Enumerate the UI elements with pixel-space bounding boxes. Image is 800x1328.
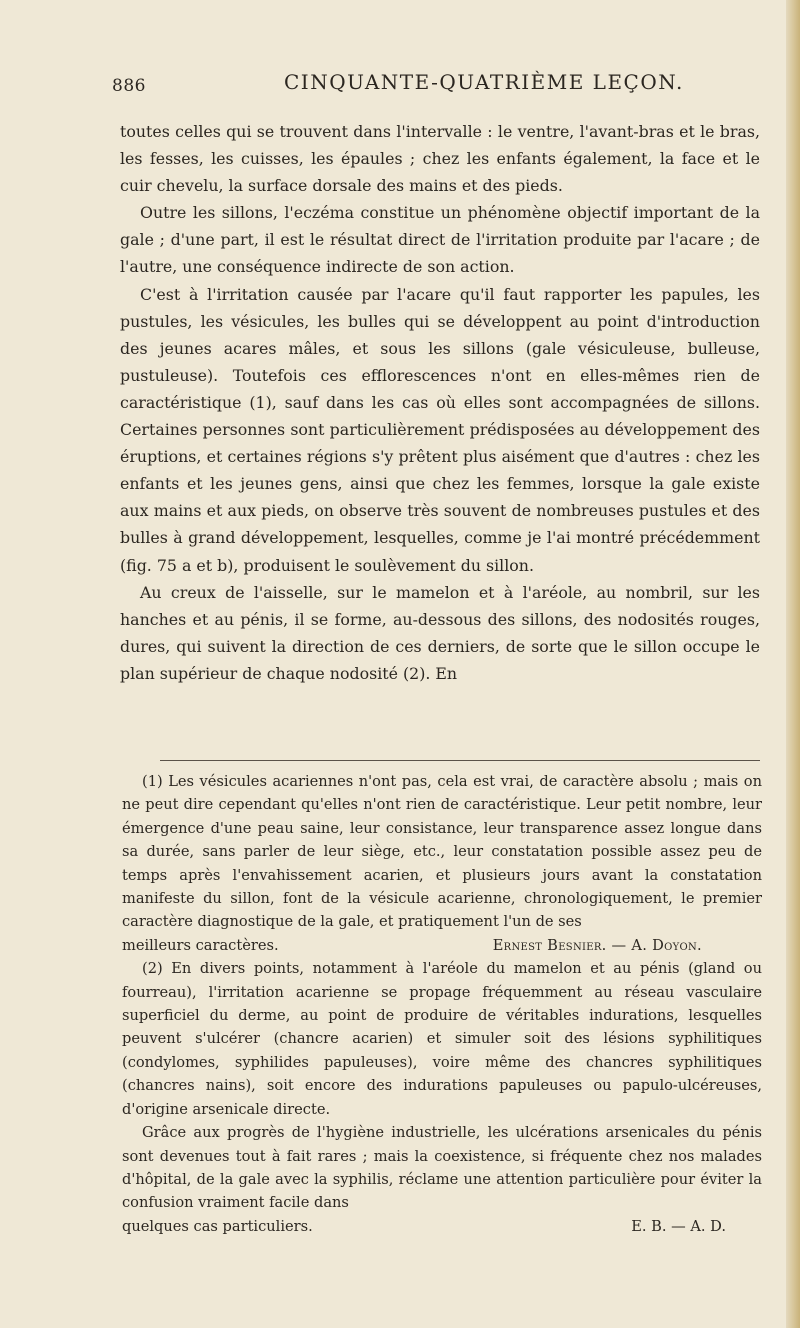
page-header (112, 66, 752, 106)
footnote-2-signature-line (122, 1215, 762, 1238)
footnote-2: (2) En divers points, notamment à l'aréole du mamelon et au pénis (gland ou fourreau), l'irritation acarienne se propage fréquemment au réseau vasculaire superficiel du derme, au point de produire de véritables indurations, lesquelles peuvent s'ulcérer (chancre acarien) et simuler soit des lésions syphilitiques (condylomes, syphilides papuleuses), voire même des chancres syphilitiques (chancres nains), soit encore des indurations papuleuses ou papulo-ulcéreuses, d'origine arsenicale directe. (122, 960, 762, 1118)
paragraph: toutes celles qui se trouvent dans l'intervalle : le ventre, l'avant-bras et le bras, les fesses, les cuisses, les épaules ; chez les enfants également, la face et le cuir chevelu, la surface dorsale des mains et des pieds. (120, 122, 760, 196)
footnote-2-continued: Grâce aux progrès de l'hygiène industrielle, les ulcérations arsenicales du pénis sont devenues tout à fait rares ; mais la coexistence, si fréquente chez nos malades d'hôpital, de la gale avec la syphilis, réclame une attention particulière pour éviter la confusion vraiment facile dans (122, 1124, 762, 1212)
main-text (120, 118, 760, 687)
page-number: 886 (112, 76, 146, 96)
footnote-rule (160, 760, 760, 761)
paragraph: Outre les sillons, l'eczéma constitue un phénomène objectif important de la gale ; d'une part, il est le résultat direct de l'irritation produite par l'acare ; de l'autre, une conséquence indirecte de son action. (120, 203, 760, 277)
footnote-1-last-words: meilleurs caractères. (122, 936, 279, 954)
footnote-1: (1) Les vésicules acariennes n'ont pas, cela est vrai, de caractère absolu ; mais on ne peut dire cependant qu'elles n'ont rien de caractéristique. Leur petit nombre, leur émergence d'une peau saine, leur consistance, leur transparence assez longue dans sa durée, sans parler de leur siège, etc., leur constatation possible assez peu de temps après l'envahissement acarien, et plusieurs jours avant la constatation manifeste du sillon, font de la vésicule acarienne, chronologiquement, le premier caractère diagnostique de la gale, et pratiquement l'un de ses (122, 773, 762, 931)
paragraph: Au creux de l'aisselle, sur le mamelon et à l'aréole, au nombril, sur les hanches et au pénis, il se forme, au-dessous des sillons, des nodosités rouges, dures, qui suivent la direction de ces derniers, de sorte que le sillon occupe le plan supérieur de chaque nodosité (2). En (120, 582, 760, 683)
footnote-1-signature-line (122, 934, 762, 957)
footnote-2-signature: E. B. — A. D. (631, 1217, 726, 1235)
paragraph: C'est à l'irritation causée par l'acare qu'il faut rapporter les papules, les pustules, les vésicules, les bulles qui se développent au point d'introduction des jeunes acares mâles, et sous les sillons (gale vésiculeuse, bulleuse, pustuleuse). Toutefois ces efflorescences n'ont en elles-mêmes rien de caractéristique (1), sauf dans les cas où elles sont accompagnées de sillons. Certaines personnes sont particulièrement prédisposées au développement des éruptions, et certaines régions s'y prêtent plus aisément que d'autres : chez les enfants et les jeunes gens, ainsi que chez les femmes, lorsque la gale existe aux mains et aux pieds, on observe très souvent de nombreuses pustules et des bulles à grand développement, lesquelles, comme je l'ai montré précédemment (fig. 75 a et b), produisent le soulèvement du sillon. (120, 284, 760, 575)
page-edge (786, 0, 800, 1328)
running-head: CINQUANTE-QUATRIÈME LEÇON. (284, 70, 684, 94)
footnotes (122, 770, 762, 1238)
footnote-2-last-words: quelques cas particuliers. (122, 1217, 313, 1235)
footnote-1-signature: Ernest Besnier. — A. Doyon. (492, 936, 702, 954)
